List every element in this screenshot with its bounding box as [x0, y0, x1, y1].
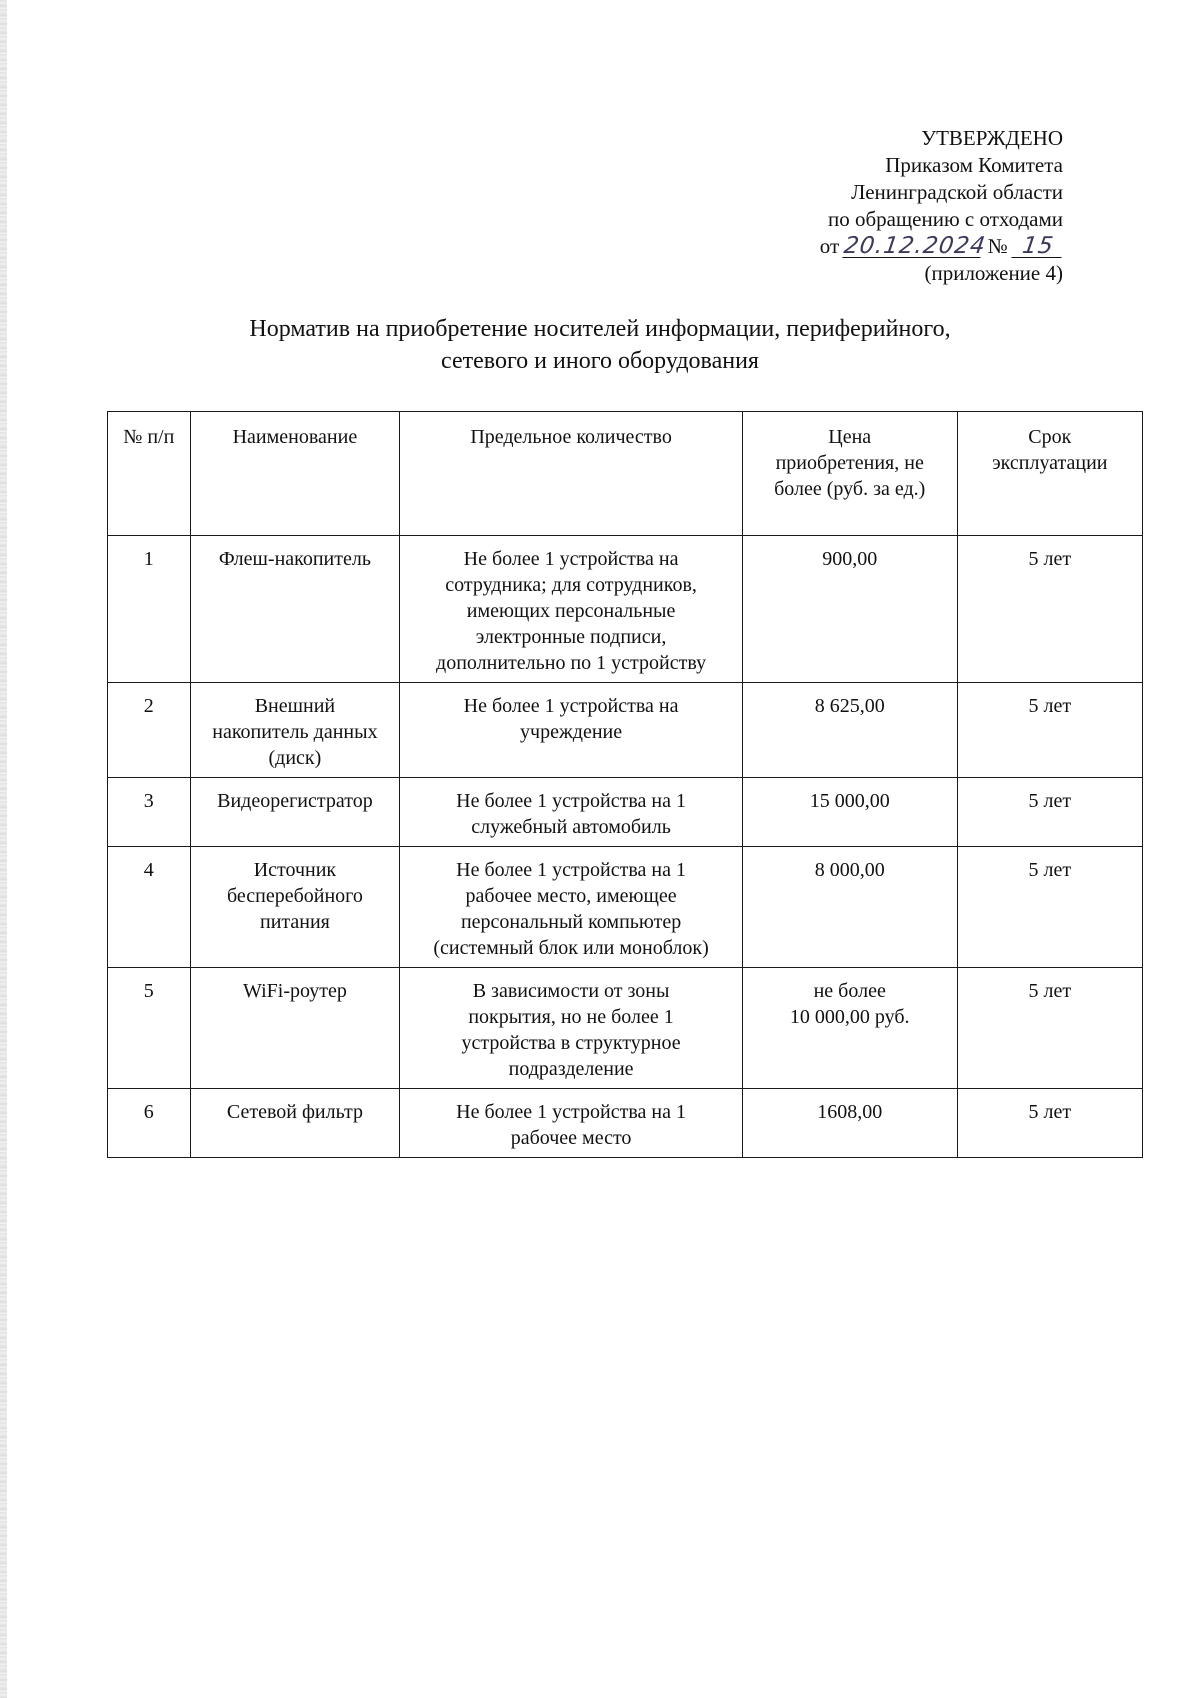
number-prefix: №: [987, 234, 1008, 258]
cell-term: 5 лет: [957, 778, 1142, 847]
table-header-row: [108, 412, 1143, 536]
cell-name-line: бесперебойного: [226, 885, 363, 907]
cell-price: [742, 968, 957, 1089]
cell-term: 5 лет: [957, 683, 1142, 778]
cell-quantity-line: Не более 1 устройства на: [463, 695, 679, 717]
header-num: № п/п: [108, 412, 191, 536]
table-row: [108, 1089, 1143, 1158]
cell-quantity-line: Не более 1 устройства на 1: [456, 790, 686, 812]
cell-name: [190, 683, 400, 778]
cell-name-line: накопитель данных: [212, 721, 378, 743]
header-price-line: более (руб. за ед.): [774, 478, 926, 500]
cell-quantity-line: устройства в структурное: [461, 1032, 681, 1054]
title-line-1: Норматив на приобретение носителей информации, периферийного,: [249, 316, 951, 342]
cell-term: 5 лет: [957, 536, 1142, 683]
header-price-line: Цена: [828, 426, 872, 448]
cell-quantity-line: дополнительно по 1 устройству: [436, 652, 707, 674]
cell-quantity-line: учреждение: [520, 721, 623, 743]
cell-price-line: 8 000,00: [814, 859, 885, 881]
cell-price-line: не более: [813, 980, 886, 1002]
cell-name-line: Сетевой фильтр: [226, 1101, 363, 1123]
date-prefix: от: [819, 234, 840, 258]
cell-term: 5 лет: [957, 847, 1142, 968]
cell-quantity-line: В зависимости от зоны: [472, 980, 670, 1002]
cell-name-line: WiFi-роутер: [243, 980, 347, 1002]
header-price-line: приобретения, не: [775, 452, 924, 474]
approval-region-line: Ленинградской области: [851, 180, 1063, 204]
header-term-line: эксплуатации: [992, 452, 1108, 474]
approval-date-line: [663, 233, 1063, 260]
header-name: Наименование: [190, 412, 400, 536]
cell-num: 1: [108, 536, 191, 683]
header-term-line: Срок: [1028, 426, 1072, 448]
cell-quantity-line: рабочее место, имеющее: [465, 885, 677, 907]
cell-name: [190, 968, 400, 1089]
cell-quantity: [400, 536, 743, 683]
approval-heading: УТВЕРЖДЕНО: [921, 126, 1063, 150]
table-row: [108, 778, 1143, 847]
cell-name-line: Видеорегистратор: [217, 790, 373, 812]
cell-price: [742, 536, 957, 683]
cell-quantity: [400, 1089, 743, 1158]
table-row: [108, 968, 1143, 1089]
cell-num: 4: [108, 847, 191, 968]
table-row: [108, 847, 1143, 968]
cell-num: 2: [108, 683, 191, 778]
cell-price: [742, 847, 957, 968]
cell-price-line: 15 000,00: [809, 790, 890, 812]
cell-term: 5 лет: [957, 968, 1142, 1089]
cell-price-line: 8 625,00: [814, 695, 885, 717]
cell-num: 3: [108, 778, 191, 847]
cell-quantity: [400, 683, 743, 778]
cell-quantity-line: Не более 1 устройства на: [463, 548, 679, 570]
cell-quantity-line: персональный компьютер: [460, 911, 682, 933]
cell-quantity-line: покрытия, но не более 1: [468, 1006, 674, 1028]
cell-price-line: 1608,00: [817, 1101, 883, 1123]
cell-name-line: (диск): [268, 747, 322, 769]
cell-price-line: 900,00: [822, 548, 878, 570]
cell-price-line: 10 000,00 руб.: [789, 1006, 910, 1028]
cell-num: 6: [108, 1089, 191, 1158]
cell-name-line: Флеш-накопитель: [218, 548, 371, 570]
cell-name-line: Внешний: [254, 695, 336, 717]
scan-edge-artifact: [0, 0, 7, 1698]
cell-term: 5 лет: [957, 1089, 1142, 1158]
cell-num: 5: [108, 968, 191, 1089]
cell-name: [190, 847, 400, 968]
cell-quantity-line: имеющих персональные: [466, 600, 676, 622]
approval-subject-line: по обращению с отходами: [828, 207, 1063, 231]
cell-quantity-line: сотрудника; для сотрудников,: [445, 574, 697, 596]
cell-name-line: питания: [259, 911, 330, 933]
cell-name: [190, 778, 400, 847]
approval-stamp-block: [663, 125, 1063, 287]
cell-price: [742, 683, 957, 778]
cell-price: [742, 1089, 957, 1158]
cell-price: [742, 778, 957, 847]
approval-order-line: Приказом Комитета: [885, 153, 1063, 177]
cell-quantity-line: служебный автомобиль: [471, 816, 671, 838]
header-term: [957, 412, 1142, 536]
title-line-2: сетевого и иного оборудования: [441, 348, 759, 374]
cell-name: [190, 1089, 400, 1158]
handwritten-date: 20.12.2024: [842, 233, 989, 259]
table-row: [108, 683, 1143, 778]
table-row: [108, 536, 1143, 683]
appendix-label: (приложение 4): [924, 261, 1063, 285]
cell-quantity: [400, 778, 743, 847]
document-title: [0, 313, 1200, 377]
cell-quantity-line: Не более 1 устройства на 1: [456, 859, 686, 881]
header-price: [742, 412, 957, 536]
cell-quantity-line: (системный блок или моноблок): [433, 937, 709, 959]
cell-quantity: [400, 968, 743, 1089]
norm-table: [107, 411, 1143, 1158]
cell-quantity-line: подразделение: [508, 1058, 634, 1080]
cell-quantity-line: рабочее место: [510, 1127, 632, 1149]
cell-name: [190, 536, 400, 683]
cell-quantity-line: Не более 1 устройства на 1: [456, 1101, 686, 1123]
cell-quantity: [400, 847, 743, 968]
cell-quantity-line: электронные подписи,: [475, 626, 667, 648]
cell-name-line: Источник: [253, 859, 337, 881]
handwritten-number: 15: [1011, 235, 1064, 258]
header-quantity: Предельное количество: [400, 412, 743, 536]
